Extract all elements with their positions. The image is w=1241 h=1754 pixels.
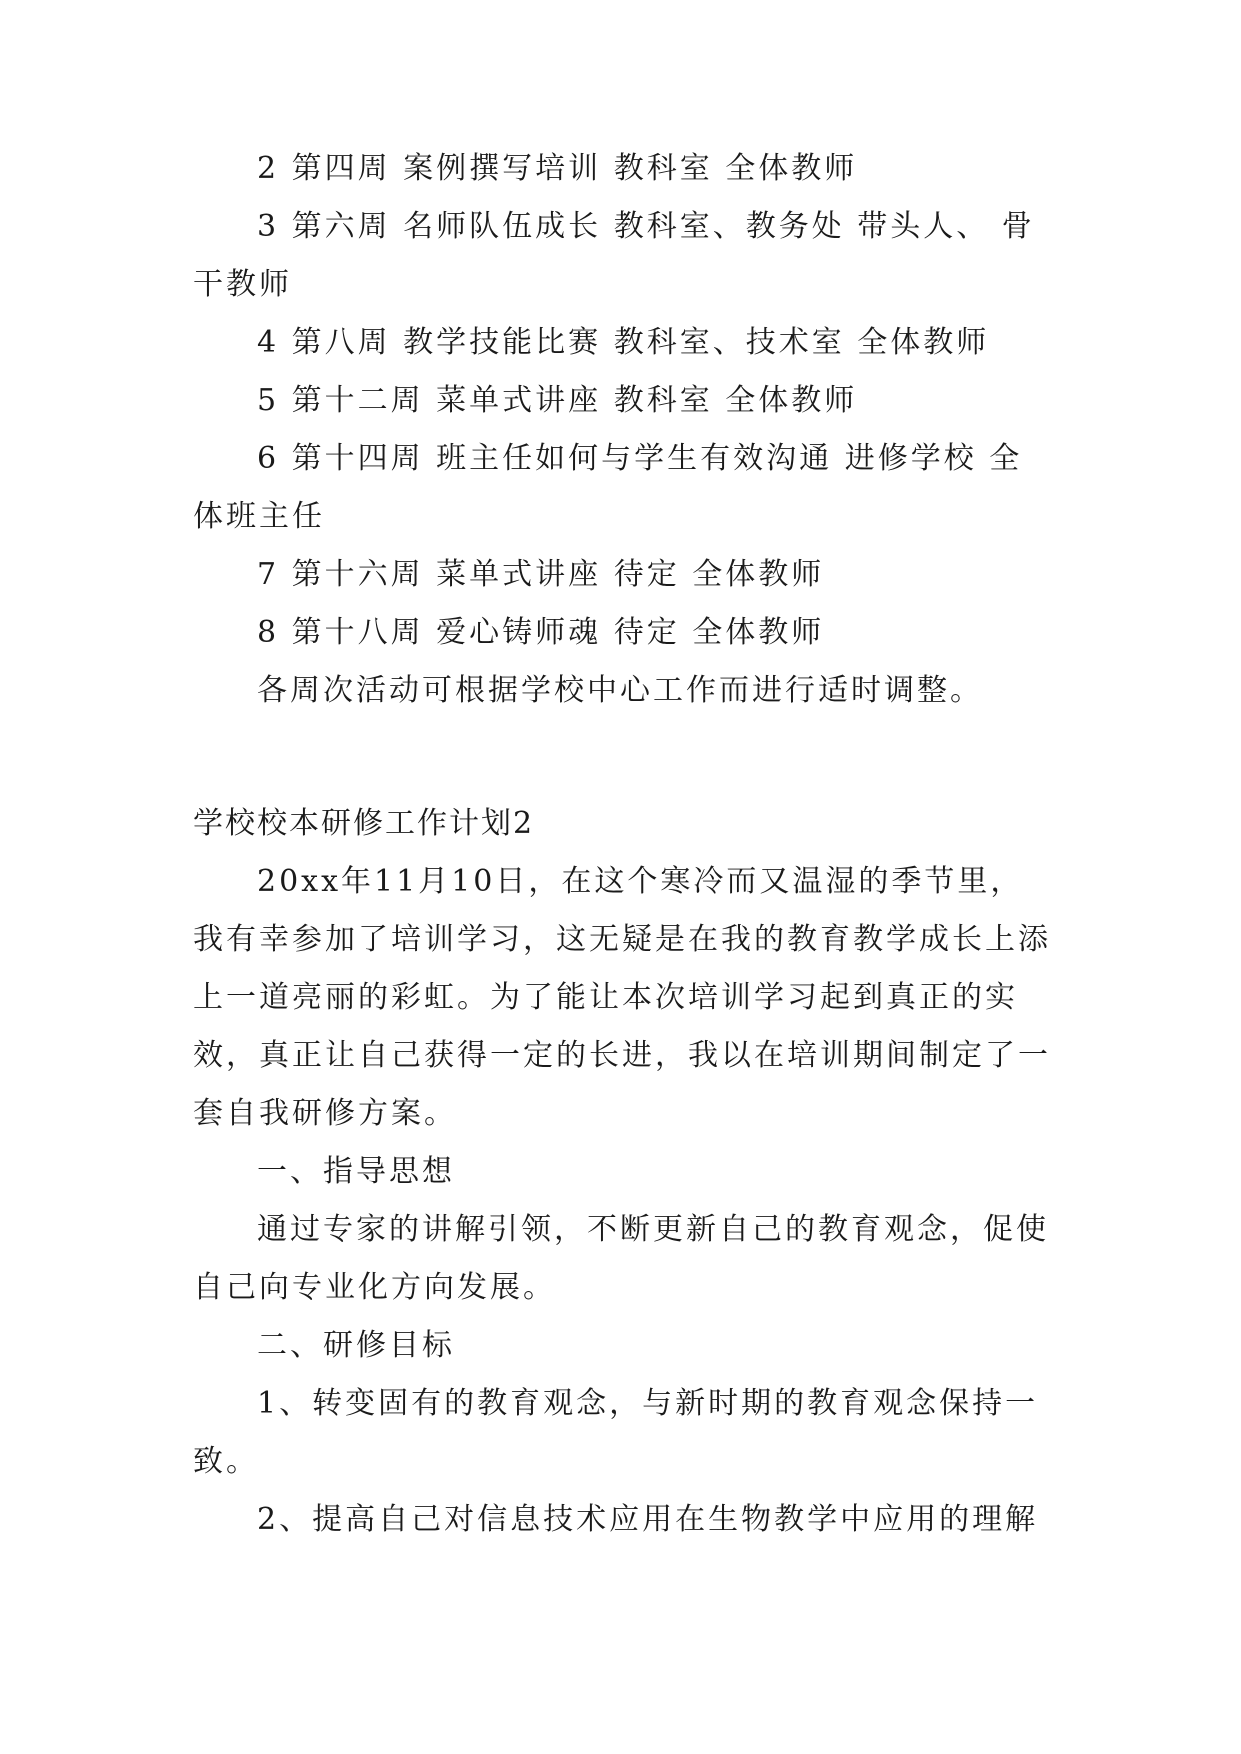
guiding-thought-paragraph: 通过专家的讲解引领，不断更新自己的教育观念，促使自己向专业化方向发展。 (193, 1212, 1049, 1305)
schedule-item: 6 第十四周 班主任如何与学生有效沟通 进修学校 全体班主任 (193, 441, 1023, 534)
schedule-item: 4 第八周 教学技能比赛 教科室、技术室 全体教师 (257, 325, 990, 360)
section-2 (193, 795, 1053, 1549)
section-heading-guiding-thought: 一、指导思想 (257, 1154, 455, 1189)
adjustment-note: 各周次活动可根据学校中心工作而进行适时调整。 (257, 673, 983, 708)
goal-item: 2、提高自己对信息技术应用在生物教学中应用的理解 (257, 1502, 1039, 1537)
schedule-list (193, 140, 1053, 720)
goal-item: 1、转变固有的教育观念，与新时期的教育观念保持一致。 (193, 1386, 1039, 1479)
intro-paragraph: 20xx年11月10日，在这个寒冷而又温湿的季节里，我有幸参加了培训学习，这无疑是在我的教育教学成长上添上一道亮丽的彩虹。为了能让本次培训学习起到真正的实效，真正让自己获得一定的长进，我以在培训期间制定了一套自我研修方案。 (193, 864, 1051, 1131)
schedule-item: 2 第四周 案例撰写培训 教科室 全体教师 (257, 151, 858, 186)
schedule-item: 3 第六周 名师队伍成长 教科室、教务处 带头人、 骨干教师 (193, 209, 1035, 302)
section-title: 学校校本研修工作计划2 (193, 806, 535, 841)
schedule-item: 7 第十六周 菜单式讲座 待定 全体教师 (257, 557, 825, 592)
section-heading-goals: 二、研修目标 (257, 1328, 455, 1363)
schedule-item: 5 第十二周 菜单式讲座 教科室 全体教师 (257, 383, 858, 418)
schedule-item: 8 第十八周 爱心铸师魂 待定 全体教师 (257, 615, 825, 650)
